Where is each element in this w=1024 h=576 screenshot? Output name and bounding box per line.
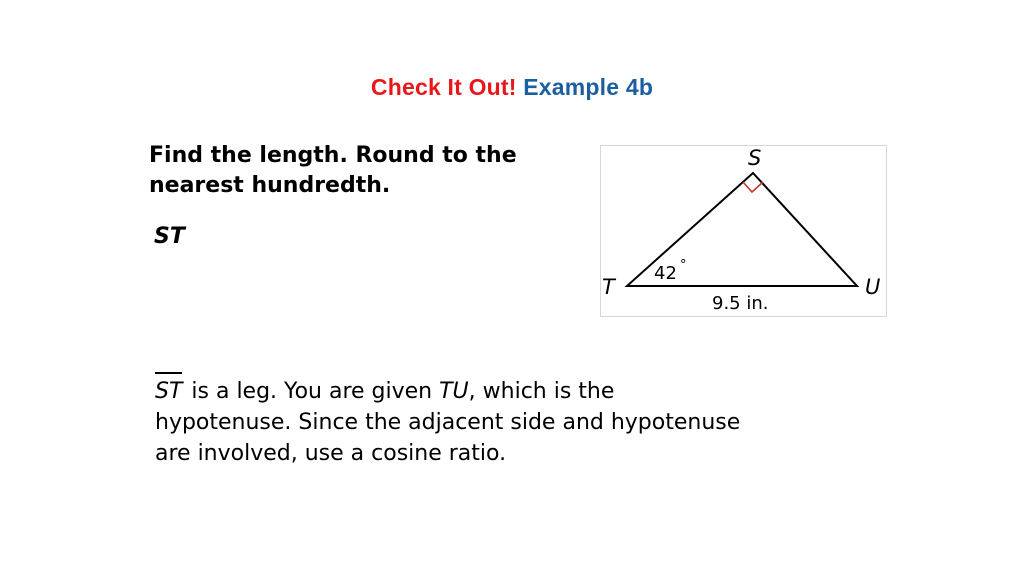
degree-mark: ° [680,258,687,273]
side-length-label: 9.5 in. [712,293,769,314]
segment-overline [155,372,182,374]
explanation-text-1a: is a leg. You are given [191,379,440,404]
angle-label: 42 [654,263,677,284]
title-check-it-out: Check It Out! [370,74,517,100]
explanation-text [155,372,875,469]
problem-prompt [149,141,589,201]
segment-label: ST [155,379,183,404]
slide-title [0,74,1024,101]
prompt-line-1: Find the length. Round to the [149,143,517,168]
hypotenuse-variable: TU [439,379,469,404]
vertex-label-u: U [865,275,881,299]
explanation-line-3: are involved, use a cosine ratio. [155,441,507,466]
segment-notation [155,372,182,407]
target-segment: ST [154,224,185,249]
triangle-figure [600,145,887,317]
title-example-number: Example 4b [523,74,654,100]
vertex-label-t: T [602,275,615,299]
prompt-line-2: nearest hundredth. [149,173,391,198]
figure-frame [601,146,887,317]
explanation-text-1b: , which is the [468,379,615,404]
vertex-label-s: S [748,146,762,170]
explanation-line-1 [155,372,875,407]
explanation-line-2: hypotenuse. Since the adjacent side and hypotenuse [155,410,741,435]
triangle-diagram [600,145,887,317]
